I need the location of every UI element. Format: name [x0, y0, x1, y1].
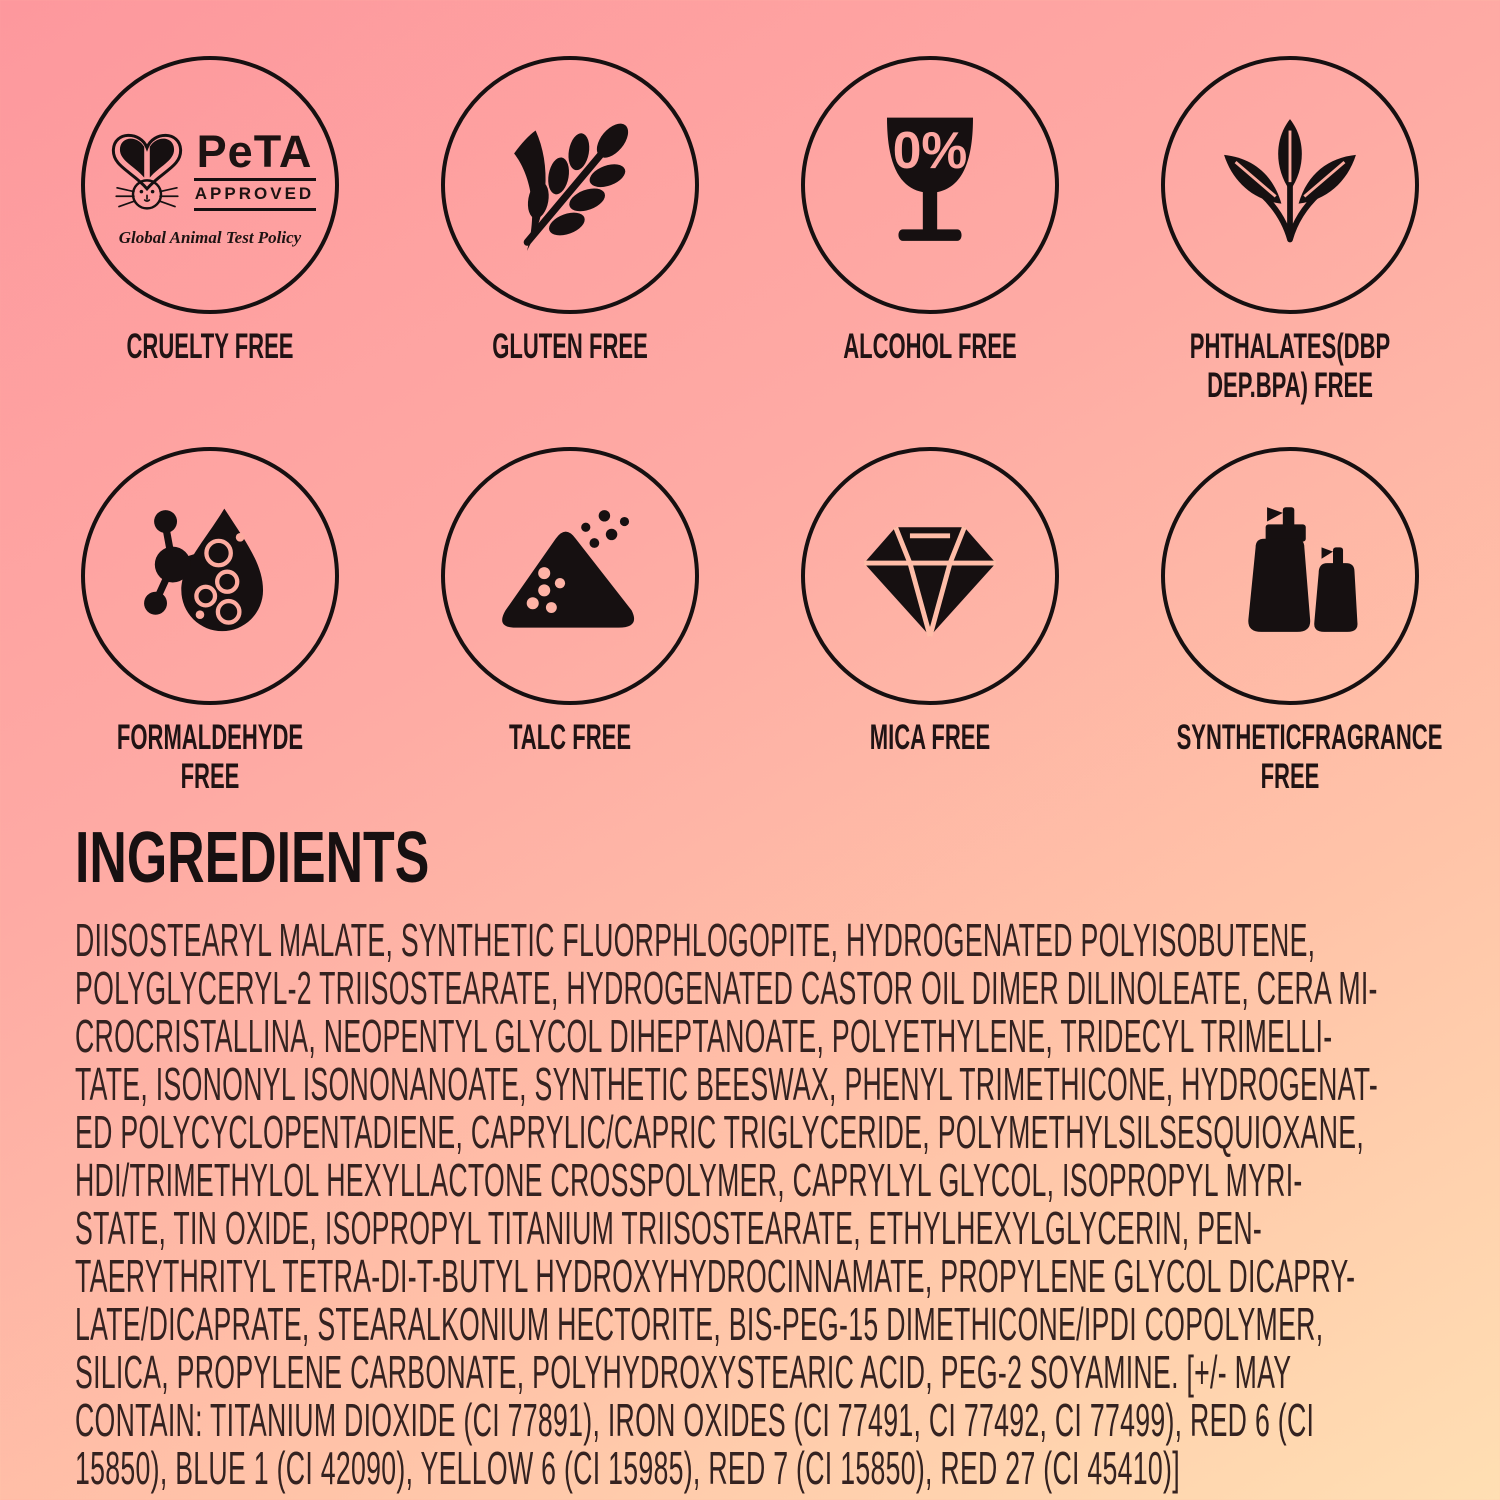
- ingredients-line: CONTAIN: TITANIUM DIOXIDE (CI 77891), IRON OXIDES (CI 77491, CI 77492, CI 77499), RED 6 (CI: [75, 1394, 1315, 1446]
- spray-bottles-icon: [1204, 490, 1376, 662]
- ingredients-line: HDI/TRIMETHYLOL HEXYLLACTONE CROSSPOLYMER, CAPRYLYL GLYCOL, ISOPROPYL MYRI-: [75, 1154, 1303, 1206]
- ingredients-line: 15850), BLUE 1 (CI 42090), YELLOW 6 (CI 15985), RED 7 (CI 15850), RED 27 (CI 45410)]: [75, 1442, 1180, 1494]
- peta-divider: [194, 208, 316, 211]
- peta-divider: [194, 178, 316, 181]
- badge-circle: [81, 56, 339, 314]
- badge-formaldehyde-free: [30, 447, 390, 796]
- ingredients-line: STATE, TIN OXIDE, ISOPROPYL TITANIUM TRIISOSTEARATE, ETHYLHEXYLGLYCERIN, PEN-: [75, 1202, 1263, 1254]
- ingredients-heading: INGREDIENTS: [75, 818, 430, 898]
- zero-percent-text: 0%: [892, 120, 968, 179]
- ingredients-line: ED POLYCYCLOPENTADIENE, CAPRYLIC/CAPRIC TRIGLYCERIDE, POLYMETHYLSILSESQUIOXANE,: [75, 1106, 1365, 1158]
- badge-label-alcohol-free: ALCOHOL FREE: [843, 327, 1017, 366]
- peta-wordmark: [194, 126, 316, 214]
- leaves-icon: [1204, 99, 1376, 271]
- badge-circle: [801, 447, 1059, 705]
- wine-glass-zero-icon: [844, 99, 1016, 271]
- badge-circle: [441, 56, 699, 314]
- powder-pile-icon: [484, 490, 656, 662]
- badge-alcohol-free: [750, 56, 1110, 405]
- badge-circle: [1161, 447, 1419, 705]
- ingredients-line: DIISOSTEARYL MALATE, SYNTHETIC FLUORPHLOGOPITE, HYDROGENATED POLYISOBUTENE,: [75, 914, 1316, 966]
- peta-approved-logo: [104, 123, 316, 248]
- badge-label-talc-free: TALC FREE: [508, 718, 632, 757]
- badge-circle: [801, 56, 1059, 314]
- badge-circle: [441, 447, 699, 705]
- badge-synthetic-fragrance-free: [1110, 447, 1470, 796]
- ingredients-line: CROCRISTALLINA, NEOPENTYL GLYCOL DIHEPTANOATE, POLYETHYLENE, TRIDECYL TRIMELLI-: [75, 1010, 1333, 1062]
- peta-rabbit-heart-icon: [105, 123, 189, 221]
- badge-label-phthalates-free: PHTHALATES(DBP DEP.BPA) FREE: [1189, 327, 1391, 405]
- badge-talc-free: [390, 447, 750, 796]
- wheat-icon: [484, 99, 656, 271]
- ingredients-line: TATE, ISONONYL ISONONANOATE, SYNTHETIC BEESWAX, PHENYL TRIMETHICONE, HYDROGENAT-: [75, 1058, 1379, 1110]
- molecule-droplet-icon: [124, 490, 296, 662]
- badge-label-mica-free: MICA FREE: [869, 718, 991, 757]
- badge-circle: [81, 447, 339, 705]
- badge-circle: [1161, 56, 1419, 314]
- ingredients-line: SILICA, PROPYLENE CARBONATE, POLYHYDROXYSTEARIC ACID, PEG-2 SOYAMINE. [+/- MAY: [75, 1346, 1292, 1398]
- badge-label-synthetic-fragrance-free: SYNTHETICFRAGRANCE FREE: [1176, 718, 1443, 796]
- ingredients-list: [75, 916, 1500, 1492]
- peta-brand-text: PeTA: [196, 126, 313, 177]
- badge-label-formaldehyde-free: FORMALDEHYDE FREE: [116, 718, 304, 796]
- ingredients-line: TAERYTHRITYL TETRA-DI-T-BUTYL HYDROXYHYDROCINNAMATE, PROPYLENE GLYCOL DICAPRY-: [75, 1250, 1356, 1302]
- peta-logo-top: [105, 123, 316, 221]
- badge-label-cruelty-free: CRUELTY FREE: [126, 327, 294, 366]
- badge-cruelty-free: [30, 56, 390, 405]
- badge-gluten-free: [390, 56, 750, 405]
- ingredients-line: LATE/DICAPRATE, STEARALKONIUM HECTORITE, BIS-PEG-15 DIMETHICONE/IPDI COPOLYMER,: [75, 1298, 1324, 1350]
- badge-mica-free: [750, 447, 1110, 796]
- peta-approved-text: APPROVED: [194, 184, 315, 203]
- ingredients-section: [0, 796, 1500, 1492]
- badge-label-gluten-free: GLUTEN FREE: [492, 327, 648, 366]
- ingredients-line: POLYGLYCERYL-2 TRIISOSTEARATE, HYDROGENATED CASTOR OIL DIMER DILINOLEATE, CERA MI-: [75, 962, 1378, 1014]
- badge-phthalates-free: [1110, 56, 1470, 405]
- diamond-icon: [844, 490, 1016, 662]
- peta-policy-text: Global Animal Test Policy: [118, 227, 302, 247]
